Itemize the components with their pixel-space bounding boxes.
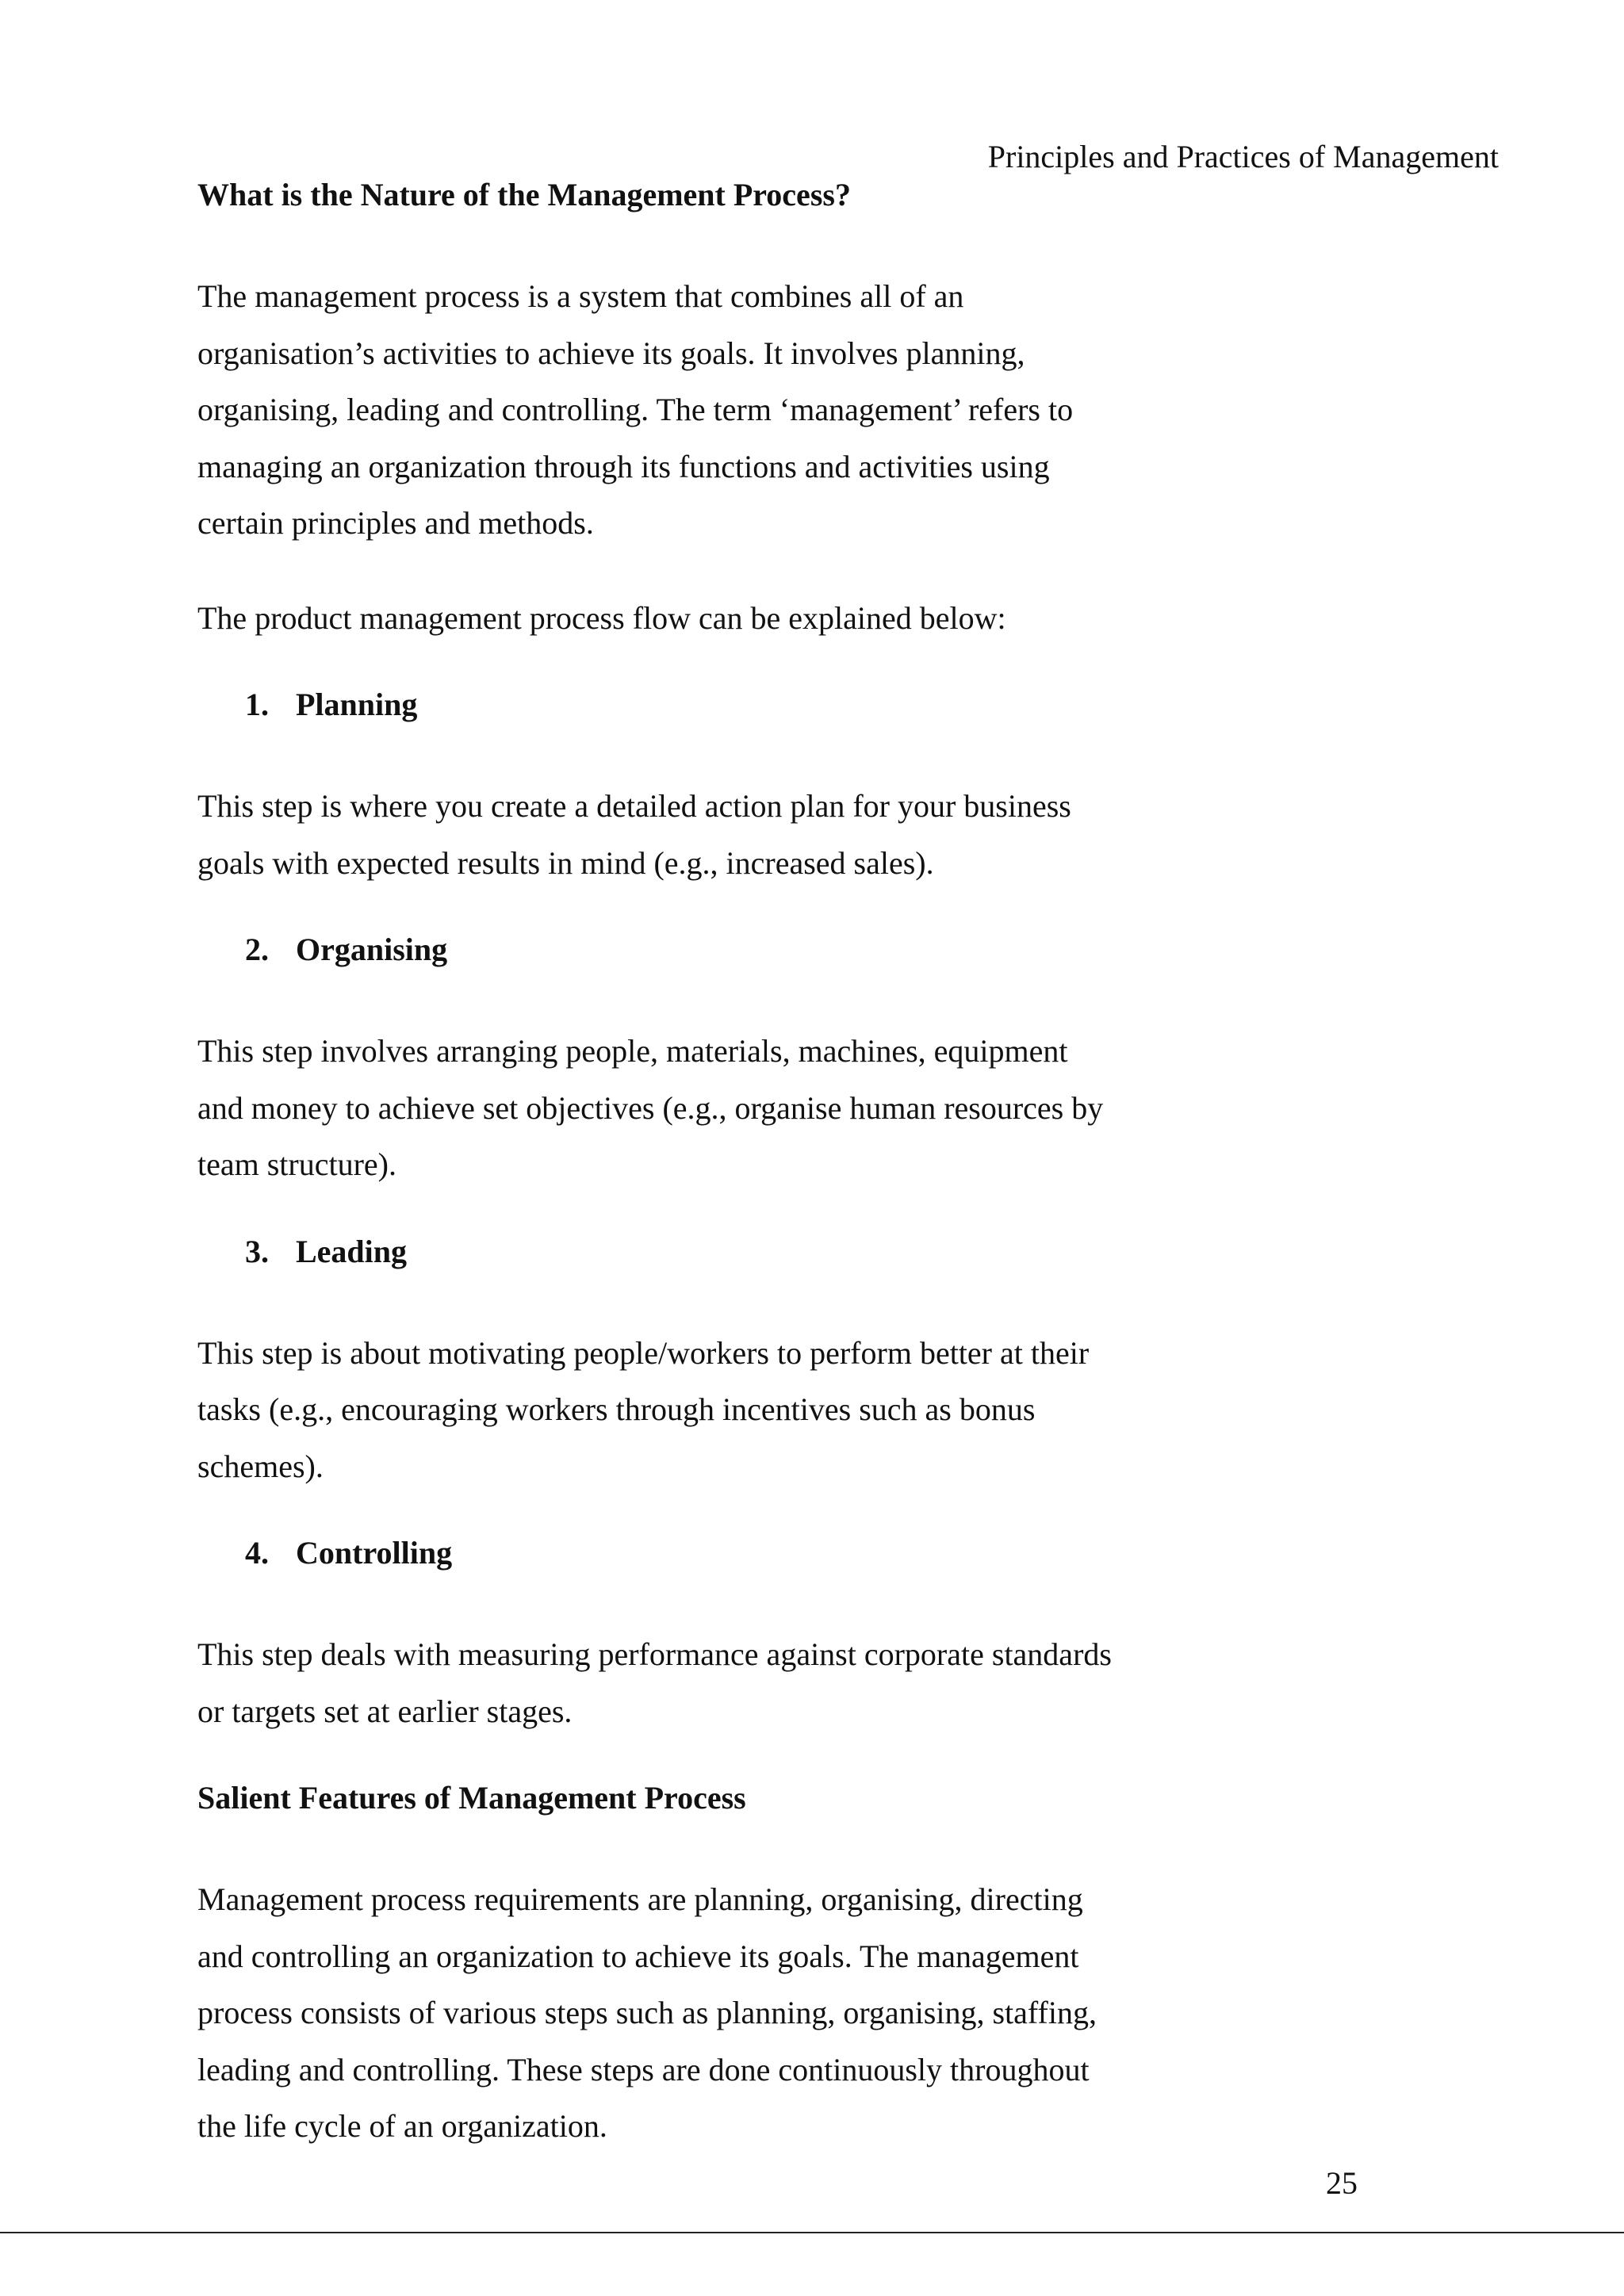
step-title: Organising — [296, 932, 448, 967]
page-number: 25 — [1326, 2165, 1358, 2201]
step-heading-controlling — [197, 1533, 1276, 1574]
text-line: organisation’s activities to achieve its goals. It involves planning, — [197, 335, 1025, 371]
step-title: Controlling — [296, 1535, 453, 1571]
text-line: This step deals with measuring performance against corporate standards — [197, 1636, 1112, 1672]
footer-divider — [0, 2232, 1624, 2233]
step-heading-organising — [197, 929, 1276, 970]
step-paragraph-controlling — [197, 1626, 1276, 1739]
text-line: This step is about motivating people/workers to perform better at their — [197, 1334, 1090, 1371]
text-line: and controlling an organization to achieve its goals. The management — [197, 1938, 1079, 1974]
text-line: and money to achieve set objectives (e.g., organise human resources by — [197, 1089, 1104, 1126]
step-number: 2. — [245, 932, 269, 967]
text-line: or targets set at earlier stages. — [197, 1693, 573, 1729]
salient-features-paragraph — [197, 1871, 1276, 2155]
running-header: Principles and Practices of Management — [987, 139, 1499, 174]
text-line: process consists of various steps such as planning, organising, staffing, — [197, 1995, 1097, 2030]
section-heading-salient-features: Salient Features of Management Process — [197, 1780, 746, 1816]
text-line: goals with expected results in mind (e.g., increased sales). — [197, 844, 934, 881]
text-line: certain principles and methods. — [197, 505, 594, 541]
text-line: Management process requirements are planning, organising, directing — [197, 1881, 1083, 1917]
text-line: organising, leading and controlling. The term ‘management’ refers to — [197, 392, 1074, 427]
page-content — [197, 174, 1276, 2155]
text-line: The management process is a system that combines all of an — [197, 278, 964, 314]
flow-intro-paragraph: The product management process flow can be explained below: — [197, 599, 1006, 636]
text-line: This step is where you create a detailed action plan for your business — [197, 788, 1071, 824]
step-number: 3. — [245, 1233, 269, 1269]
text-line: the life cycle of an organization. — [197, 2108, 607, 2144]
text-line: team structure). — [197, 1146, 396, 1182]
text-line: tasks (e.g., encouraging workers through incentives such as bonus — [197, 1391, 1036, 1427]
step-number: 4. — [245, 1535, 269, 1571]
text-line: schemes). — [197, 1448, 324, 1484]
step-title: Planning — [296, 687, 418, 722]
step-paragraph-planning — [197, 778, 1276, 891]
intro-paragraph — [197, 268, 1276, 552]
step-number: 1. — [245, 687, 269, 722]
step-heading-planning — [197, 684, 1276, 725]
step-title: Leading — [296, 1233, 408, 1269]
text-line: This step involves arranging people, materials, machines, equipment — [197, 1033, 1068, 1069]
section-heading-nature: What is the Nature of the Management Process? — [197, 177, 851, 212]
step-paragraph-leading — [197, 1325, 1276, 1495]
step-paragraph-organising — [197, 1023, 1276, 1193]
text-line: leading and controlling. These steps are done continuously throughout — [197, 2051, 1090, 2087]
step-heading-leading — [197, 1231, 1276, 1272]
text-line: managing an organization through its functions and activities using — [197, 448, 1050, 484]
